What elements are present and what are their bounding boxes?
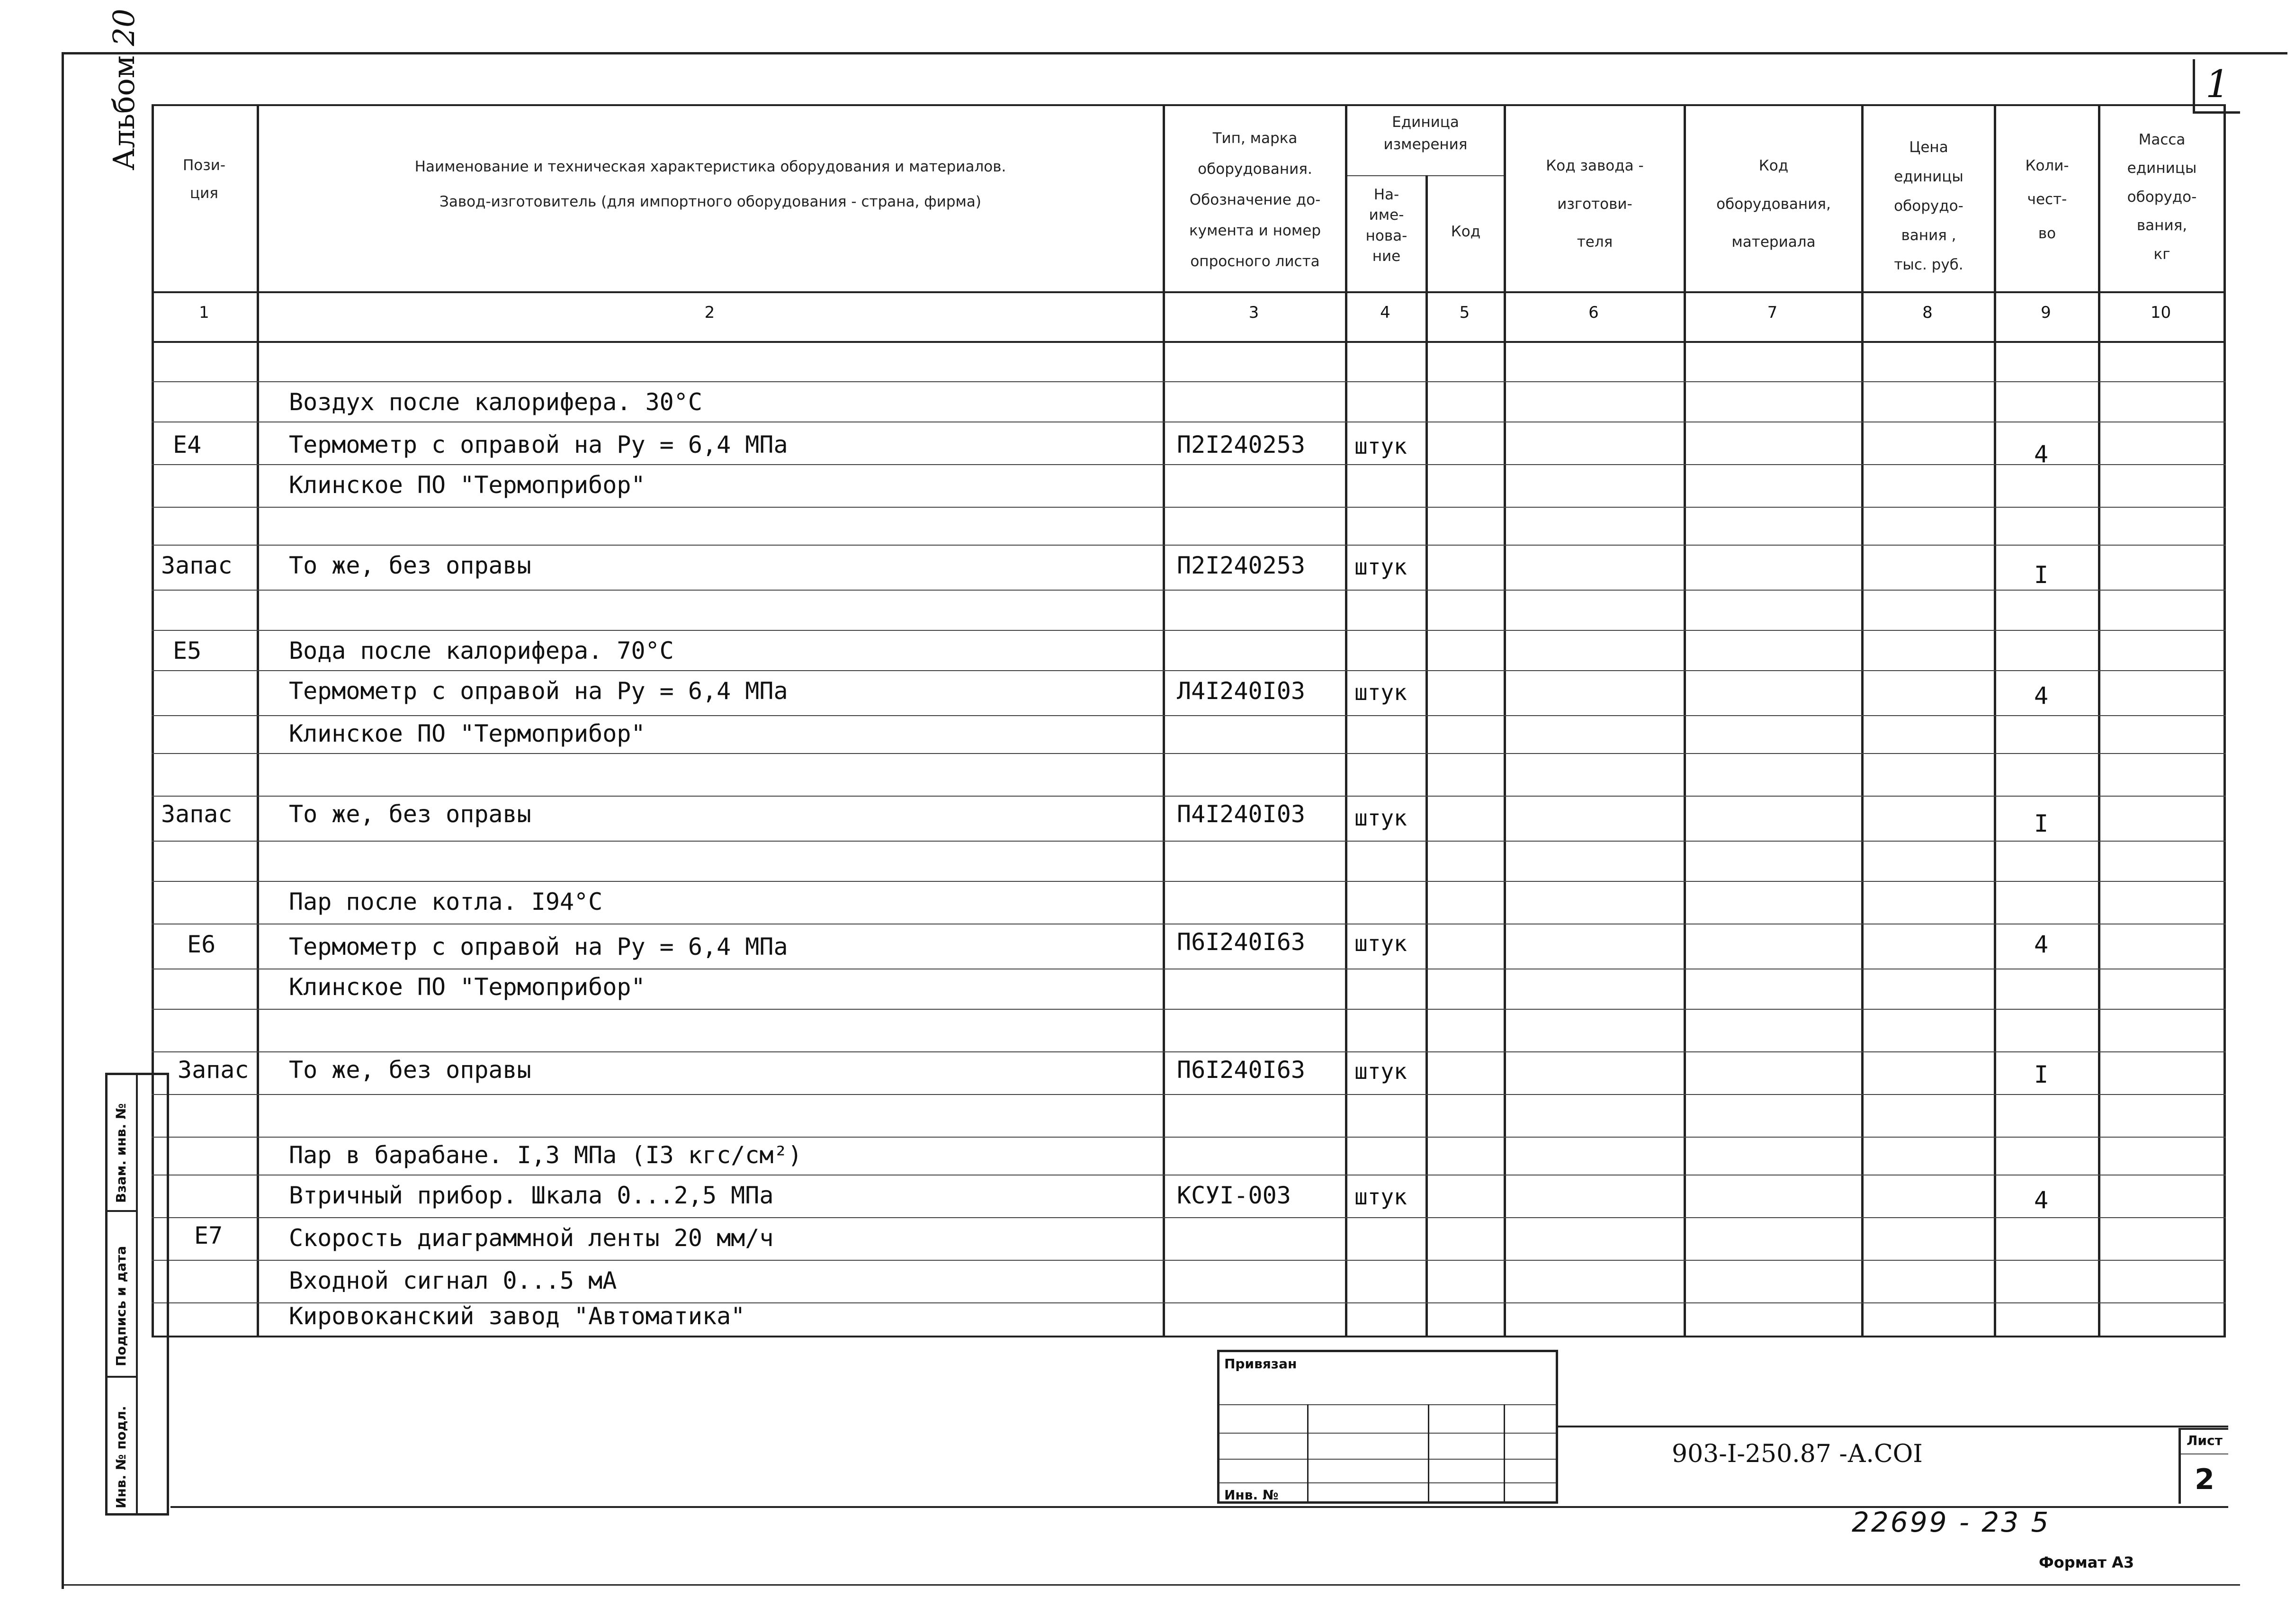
col-rule-7 bbox=[1861, 104, 1864, 1336]
header-col9-line: чест- bbox=[2027, 191, 2067, 208]
row-name: Вода после калорифера. 70°С bbox=[289, 637, 674, 664]
header-col10-line: кг bbox=[2153, 245, 2170, 263]
col-number: 3 bbox=[1248, 303, 1259, 322]
row-unit: штук bbox=[1354, 805, 1407, 831]
specification-table bbox=[152, 104, 2235, 1336]
side-stamp-replacement-inv: Взам. инв. № bbox=[113, 1103, 129, 1203]
col-number: 5 bbox=[1459, 303, 1470, 322]
row-unit: штук bbox=[1354, 1184, 1407, 1210]
row-name: То же, без оправы bbox=[289, 1056, 531, 1084]
col-rule-3 bbox=[1345, 104, 1347, 1336]
row-name: Термометр с оправой на Ру = 6,4 МПа bbox=[289, 677, 788, 705]
col-number: 1 bbox=[199, 303, 209, 322]
col-rule-5 bbox=[1504, 104, 1506, 1336]
header-col9 bbox=[1996, 149, 2098, 251]
row-rule bbox=[152, 630, 2226, 631]
binding-stamp-divider bbox=[1307, 1404, 1309, 1504]
row-position: Запас bbox=[161, 552, 233, 579]
sheet-number: 2 bbox=[2195, 1463, 2214, 1496]
table-top-rule bbox=[152, 104, 2226, 106]
header-col2 bbox=[265, 149, 1156, 220]
header-col6-line: изготови- bbox=[1557, 195, 1632, 213]
header-col3-line: кумента и номер bbox=[1189, 222, 1321, 240]
row-name: Клинское ПО "Термоприбор" bbox=[289, 471, 645, 499]
row-qty: I bbox=[2034, 1061, 2049, 1088]
row-position: Е5 bbox=[173, 637, 202, 664]
header-bottom-rule bbox=[152, 291, 2226, 293]
header-col45-top bbox=[1347, 111, 1504, 155]
header-col8-line: Цена bbox=[1909, 139, 1948, 156]
row-rule bbox=[152, 1051, 2226, 1052]
row-type: П6I240I63 bbox=[1177, 928, 1305, 956]
header-col3-line: Обозначение до- bbox=[1189, 191, 1321, 209]
row-type: Л4I240I03 bbox=[1177, 677, 1305, 705]
col-rule-6 bbox=[1684, 104, 1686, 1336]
side-stamp-signature-date: Подпись и дата bbox=[113, 1246, 129, 1366]
header-col9-line: во bbox=[2038, 224, 2056, 242]
col-number: 8 bbox=[1922, 303, 1933, 322]
titleblock-code-rule bbox=[1558, 1426, 2228, 1427]
header-col9-line: Коли- bbox=[2025, 157, 2069, 174]
album-label bbox=[107, 9, 141, 170]
header-col10-line: вания, bbox=[2136, 217, 2187, 234]
row-position: Е4 bbox=[173, 431, 202, 458]
side-stamps bbox=[105, 1073, 169, 1516]
header-col1 bbox=[152, 152, 257, 207]
col-rule-2 bbox=[1163, 104, 1165, 1336]
header-col6-line: теля bbox=[1577, 233, 1613, 251]
row-rule bbox=[152, 796, 2226, 797]
col-number: 4 bbox=[1380, 303, 1390, 322]
header-col4 bbox=[1347, 185, 1425, 267]
row-name: Термометр с оправой на Ру = 6,4 МПа bbox=[289, 933, 788, 960]
row-unit: штук bbox=[1354, 554, 1407, 580]
row-qty: 4 bbox=[2034, 1186, 2049, 1214]
row-position: Запас bbox=[178, 1056, 249, 1084]
row-position: Запас bbox=[161, 800, 233, 828]
header-col2-line: Завод-изготовитель (для импортного оборудования - страна, фирма) bbox=[439, 193, 982, 211]
col-rule-10 bbox=[2223, 104, 2226, 1336]
row-name: Воздух после калорифера. 30°С bbox=[289, 388, 702, 416]
side-stamp-original-inv: Инв. № подл. bbox=[113, 1406, 129, 1508]
binding-stamp bbox=[1217, 1350, 1558, 1504]
header-col10-line: единицы bbox=[2127, 160, 2197, 177]
header-col7 bbox=[1686, 147, 1861, 261]
sheet-corner-mark: 1 bbox=[2193, 59, 2240, 114]
row-rule bbox=[152, 881, 2226, 882]
header-col10-line: Масса bbox=[2138, 131, 2186, 148]
row-unit: штук bbox=[1354, 931, 1407, 956]
header-col6 bbox=[1506, 147, 1684, 261]
row-name: Кировоканский завод "Автоматика" bbox=[289, 1302, 745, 1330]
row-rule bbox=[152, 1217, 2226, 1218]
row-rule bbox=[152, 507, 2226, 508]
col-rule-8 bbox=[1994, 104, 1996, 1336]
row-name: Клинское ПО "Термоприбор" bbox=[289, 973, 645, 1001]
row-rule bbox=[152, 1094, 2226, 1095]
header-col4-line: име- bbox=[1369, 206, 1404, 224]
header-col3-line: опросного листа bbox=[1190, 253, 1320, 270]
row-qty: I bbox=[2034, 561, 2049, 589]
row-position: Е6 bbox=[187, 931, 216, 958]
col-rule-1 bbox=[257, 104, 259, 1336]
header-col10 bbox=[2100, 126, 2223, 269]
header-col4-line: На- bbox=[1373, 186, 1399, 203]
row-rule bbox=[152, 545, 2226, 546]
binding-stamp-rule bbox=[1219, 1482, 1556, 1483]
binding-stamp-title: Привязан bbox=[1224, 1356, 1297, 1372]
col-number: 7 bbox=[1767, 303, 1778, 322]
side-stamp-divider bbox=[108, 1376, 136, 1378]
col-number: 2 bbox=[704, 303, 715, 322]
header-col4-line: нова- bbox=[1365, 227, 1407, 244]
row-type: П2I240253 bbox=[1177, 431, 1305, 458]
row-qty: 4 bbox=[2034, 931, 2049, 958]
row-rule bbox=[152, 381, 2226, 382]
header-col6-line: Код завода - bbox=[1546, 157, 1644, 174]
col-number: 6 bbox=[1588, 303, 1599, 322]
row-name: Пар в барабане. I,3 МПа (I3 кгс/см²) bbox=[289, 1141, 802, 1169]
col-number: 9 bbox=[2041, 303, 2051, 322]
paper-format: Формат А3 bbox=[2039, 1553, 2134, 1571]
row-name: Пар после котла. I94°С bbox=[289, 888, 603, 915]
binding-stamp-rule bbox=[1219, 1459, 1556, 1460]
header-col8 bbox=[1864, 133, 1994, 279]
row-rule bbox=[152, 1260, 2226, 1261]
album-prefix: Альбом bbox=[107, 55, 141, 170]
header-col4-line: ние bbox=[1372, 248, 1401, 265]
row-rule bbox=[152, 590, 2226, 591]
row-rule bbox=[152, 670, 2226, 671]
header-col8-line: вания , bbox=[1901, 227, 1956, 244]
side-stamp-divider bbox=[108, 1210, 136, 1212]
header-col7-line: оборудования, bbox=[1716, 195, 1831, 213]
binding-stamp-divider bbox=[1504, 1404, 1505, 1504]
bottom-rule bbox=[62, 1584, 2240, 1586]
row-qty: 4 bbox=[2034, 440, 2049, 468]
row-type: П4I240I03 bbox=[1177, 800, 1305, 828]
row-qty: I bbox=[2034, 810, 2049, 837]
binding-stamp-divider bbox=[1428, 1404, 1429, 1504]
row-type: КСУI-003 bbox=[1177, 1182, 1291, 1209]
header-col7-line: материала bbox=[1731, 233, 1816, 251]
header-unit-line: Единица bbox=[1392, 114, 1459, 131]
row-unit: штук bbox=[1354, 680, 1407, 705]
row-unit: штук bbox=[1354, 1059, 1407, 1084]
header-col7-line: Код bbox=[1758, 157, 1789, 174]
header-col8-line: единицы bbox=[1894, 168, 1963, 185]
row-name: Втричный прибор. Шкала 0...2,5 МПа bbox=[289, 1182, 774, 1209]
binding-stamp-rule bbox=[1219, 1404, 1556, 1405]
header-col5: Код bbox=[1451, 223, 1481, 240]
col-rule-9 bbox=[2098, 104, 2100, 1336]
row-name: Клинское ПО "Термоприбор" bbox=[289, 720, 645, 747]
titleblock-top-rule bbox=[152, 1336, 2226, 1337]
header-col1-line: Пози- bbox=[182, 157, 226, 174]
row-qty: 4 bbox=[2034, 682, 2049, 709]
row-rule bbox=[152, 753, 2226, 754]
row-rule bbox=[152, 841, 2226, 842]
row-unit: штук bbox=[1354, 433, 1407, 459]
row-rule bbox=[152, 464, 2226, 465]
header-unit-line: измерения bbox=[1383, 135, 1468, 153]
row-rule bbox=[152, 1137, 2226, 1138]
row-name: Входной сигнал 0...5 мА bbox=[289, 1267, 617, 1294]
row-type: П2I240253 bbox=[1177, 552, 1305, 579]
binding-stamp-rule bbox=[1219, 1433, 1556, 1434]
header-col2-line: Наименование и техническая характеристика оборудования и материалов. bbox=[414, 158, 1006, 175]
row-rule bbox=[152, 1009, 2226, 1010]
inventory-number: 22699 - 23 5 bbox=[1852, 1506, 2051, 1538]
header-col3-line: оборудования. bbox=[1198, 161, 1312, 178]
header-col3 bbox=[1165, 123, 1345, 277]
row-position: Е7 bbox=[194, 1222, 223, 1249]
binding-stamp-inv: Инв. № bbox=[1224, 1487, 1279, 1503]
header-col3-line: Тип, марка bbox=[1212, 130, 1298, 147]
sheet-number-box bbox=[2178, 1428, 2228, 1504]
row-name: Скорость диаграммной ленты 20 мм/ч bbox=[289, 1224, 774, 1252]
row-name: То же, без оправы bbox=[289, 552, 531, 579]
header-col10-line: оборудо- bbox=[2127, 188, 2197, 206]
document-code: 903-I-250.87 -А.СОI bbox=[1672, 1440, 1923, 1468]
row-type: П6I240I63 bbox=[1177, 1056, 1305, 1084]
sheet-label: Лист bbox=[2187, 1433, 2223, 1448]
header-col8-line: оборудо- bbox=[1894, 197, 1963, 215]
row-name: То же, без оправы bbox=[289, 800, 531, 828]
col-number: 10 bbox=[2150, 303, 2171, 322]
header-col1-line: ция bbox=[190, 184, 218, 202]
numbers-bottom-rule bbox=[152, 341, 2226, 343]
row-rule bbox=[152, 715, 2226, 716]
header-col8-line: тыс. руб. bbox=[1894, 256, 1963, 273]
row-name: Термометр с оправой на Ру = 6,4 МПа bbox=[289, 431, 788, 458]
col-rule-4 bbox=[1425, 175, 1428, 1336]
album-number: 20 bbox=[107, 9, 141, 46]
